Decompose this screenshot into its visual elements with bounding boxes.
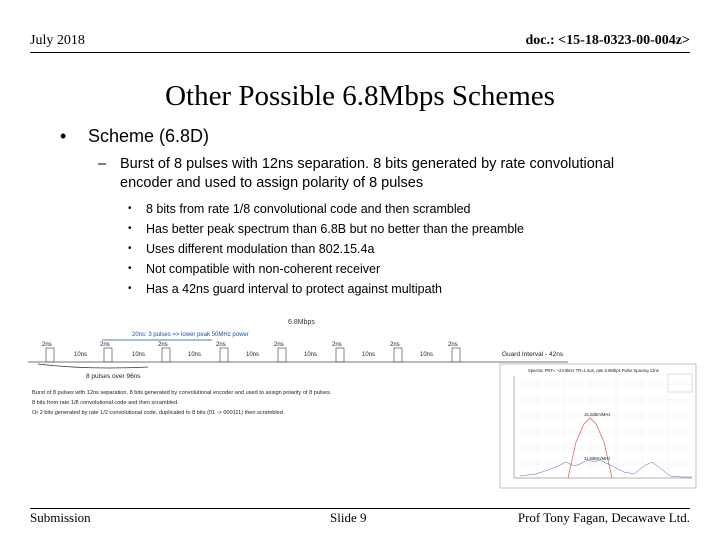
sub-sub-item: • Not compatible with non-coherent receiver: [146, 259, 620, 279]
svg-text:2ns: 2ns: [216, 342, 226, 348]
header-date: July 2018: [30, 33, 85, 48]
gap-label: 10ns: [304, 352, 318, 358]
note-label: 20ns: 3 pulses => lower peak 50MHz power: [132, 332, 249, 338]
sub-sub-item: • Has a 42ns guard interval to protect against multipath: [146, 279, 620, 299]
figure-desc-line: 8 bits from rate 1/8 convolutional code and then scrambled.: [32, 400, 179, 406]
pulse: [100, 342, 112, 362]
guard-label: Guard Interval - 42ns: [502, 351, 564, 358]
gap-label: 10ns: [188, 352, 202, 358]
footer-author: Prof Tony Fagan, Decawave Ltd.: [517, 510, 690, 525]
header-doc-number: doc.: <15-18-0323-00-004z>: [525, 33, 690, 48]
spectrum-annotation: 15.2dBm/MHz: [584, 412, 611, 417]
pulse: [274, 342, 286, 362]
svg-text:2ns: 2ns: [158, 342, 168, 348]
footer-submission: Submission: [30, 510, 91, 525]
bullet-list: [60, 126, 620, 299]
figure-desc-line: Or 2 bits generated by rate 1/2 convolutional code, duplicated to 8 bits (01 -> 000111) then scrambled: [32, 410, 283, 416]
svg-text:2ns: 2ns: [390, 342, 400, 348]
span-brace: [38, 364, 148, 368]
svg-text:2ns: 2ns: [448, 342, 458, 348]
dash-marker: –: [98, 156, 107, 172]
svg-text:2ns: 2ns: [100, 342, 110, 348]
sub-bullet-text: Burst of 8 pulses with 12ns separation. 8 bits generated by rate convolutional encoder and used to assign polarity of 8 pulses: [120, 156, 615, 191]
spectrum-plot: [500, 364, 696, 488]
rate-label: 6.8Mbps: [288, 319, 315, 326]
spectrum-title: Spectra: PRF= ~23.8kHz TR=1.6us, rate 6.8Mbps Pulse Spacing 12ns: [528, 368, 659, 373]
gap-label: 10ns: [362, 352, 376, 358]
pulses-over-label: 8 pulses over 96ns: [86, 373, 141, 380]
pulse: [158, 342, 170, 362]
pulse: [390, 342, 402, 362]
scheme-figure: [28, 312, 698, 490]
pulse: [332, 342, 344, 362]
gap-label: 10ns: [74, 352, 88, 358]
spectrum-legend: [668, 374, 692, 392]
sub-sub-item: • Uses different modulation than 802.15.4a: [146, 239, 620, 259]
header-divider: [30, 52, 690, 53]
pulse: [42, 342, 54, 362]
footer-divider: [30, 508, 690, 509]
sub-sub-list: [60, 199, 620, 299]
svg-text:2ns: 2ns: [42, 342, 52, 348]
spectrum-annotation: 11.8dBm/MHz: [584, 456, 611, 461]
pulse: [448, 342, 460, 362]
pulse: [216, 342, 228, 362]
sub-bullet: [60, 155, 620, 193]
svg-text:2ns: 2ns: [332, 342, 342, 348]
pulse-train: [42, 342, 460, 362]
gap-label: 10ns: [420, 352, 434, 358]
slide-title: Other Possible 6.8Mbps Schemes: [165, 80, 555, 112]
sub-sub-item: • 8 bits from rate 1/8 convolutional code and then scrambled: [146, 199, 620, 219]
gap-label: 10ns: [132, 352, 146, 358]
gap-label: 10ns: [246, 352, 260, 358]
sub-sub-item: • Has better peak spectrum than 6.8B but no better than the preamble: [146, 219, 620, 239]
bullet-scheme: • Scheme (6.8D): [60, 126, 620, 147]
svg-text:2ns: 2ns: [274, 342, 284, 348]
figure-desc-line: Burst of 8 pulses with 12ns separation. 8 bits generated by convolutional encoder and used to assign polarity of 8 pulses.: [32, 390, 332, 396]
footer-slide-number: Slide 9: [330, 510, 367, 525]
